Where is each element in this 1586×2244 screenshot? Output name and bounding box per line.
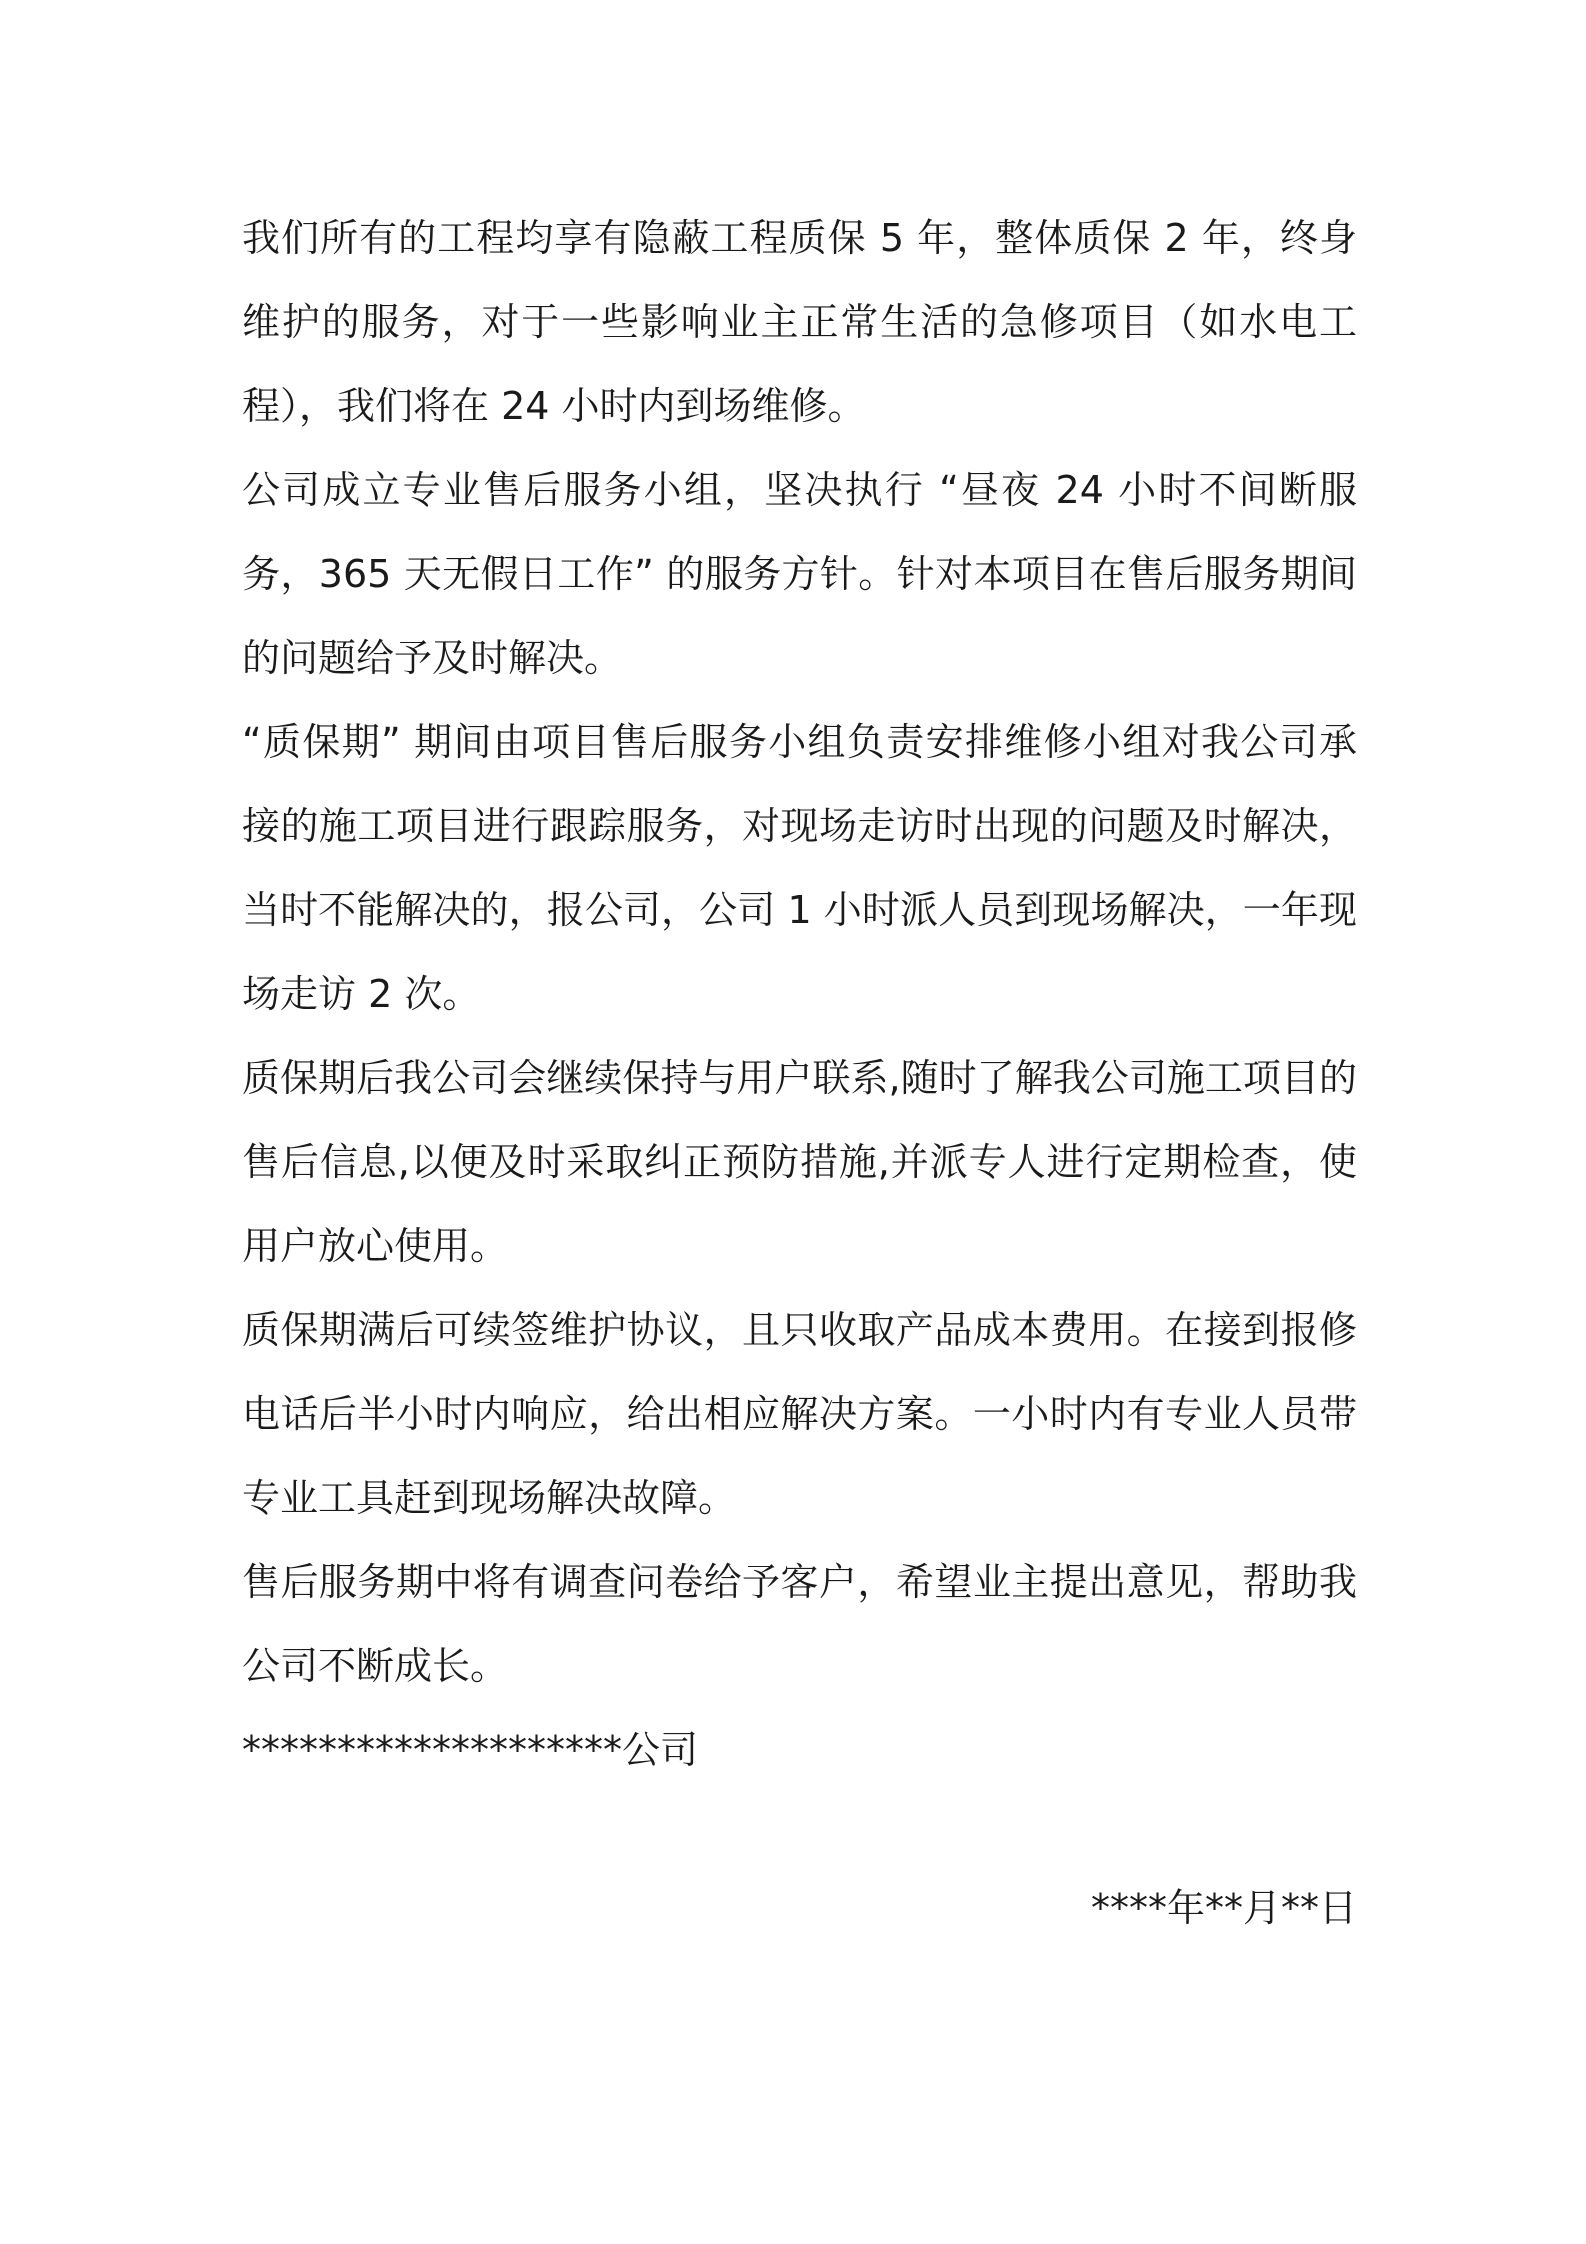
paragraph-survey: 售后服务期中将有调查问卷给予客户，希望业主提出意见，帮助我公司不断成长。 — [242, 1560, 1357, 1688]
document-body — [242, 196, 1357, 1792]
paragraph-service-team: 公司成立专业售后服务小组，坚决执行 “昼夜 24 小时不间断服务，365 天无假日工作” 的服务方针。针对本项目在售后服务期间的问题给予及时解决。 — [242, 468, 1357, 680]
company-signature: ********************公司 — [242, 1728, 699, 1772]
paragraph-warranty-period: “质保期” 期间由项目售后服务小组负责安排维修小组对我公司承接的施工项目进行跟踪服务，对现场走访时出现的问题及时解决，当时不能解决的，报公司，公司 1 小时派人员到现场解决，一年现场走访 2 次。 — [242, 720, 1357, 1016]
paragraph-maintenance-agreement: 质保期满后可续签维护协议，且只收取产品成本费用。在接到报修电话后半小时内响应，给出相应解决方案。一小时内有专业人员带专业工具赶到现场解决故障。 — [242, 1308, 1357, 1520]
paragraph-post-warranty: 质保期后我公司会继续保持与用户联系,随时了解我公司施工项目的售后信息,以便及时采取纠正预防措施,并派专人进行定期检查，使用户放心使用。 — [242, 1056, 1357, 1268]
document-date: ****年**月**日 — [1090, 1886, 1357, 1930]
paragraph-warranty: 我们所有的工程均享有隐蔽工程质保 5 年，整体质保 2 年，终身维护的服务，对于一些影响业主正常生活的急修项目（如水电工程），我们将在 24 小时内到场维修。 — [242, 216, 1357, 428]
